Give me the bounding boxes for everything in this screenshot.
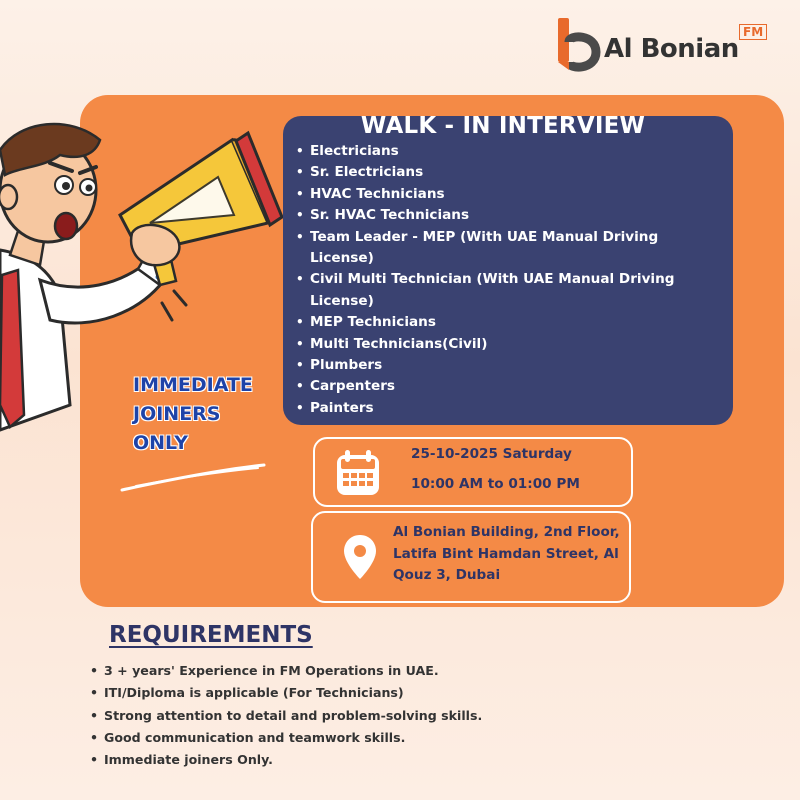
requirement-item: • ITI/Diploma is applicable (For Technicians) (90, 682, 690, 704)
swoosh-underline-icon (118, 462, 268, 494)
joiners-line: IMMEDIATE (133, 374, 253, 396)
requirement-item: • Strong attention to detail and problem-solving skills. (90, 705, 690, 727)
position-item: • MEP Technicians (294, 312, 704, 333)
interview-date: 25-10-2025 Saturday (411, 446, 572, 462)
position-item: • Civil Multi Technician (With UAE Manual Driving License) (294, 269, 704, 312)
requirements-title: REQUIREMENTS (109, 622, 313, 648)
requirement-item: • Immediate joiners Only. (90, 749, 690, 771)
calendar-icon (335, 448, 381, 498)
position-item: • Painters (294, 398, 704, 419)
date-time-box (313, 437, 633, 507)
joiners-line: JOINERS (133, 403, 221, 425)
requirement-item: • 3 + years' Experience in FM Operations in UAE. (90, 660, 690, 682)
requirement-item: • Good communication and teamwork skills. (90, 727, 690, 749)
position-item: • Multi Technicians(Civil) (294, 334, 704, 355)
location-pin-icon (343, 533, 377, 581)
location-box (311, 511, 631, 603)
position-item: • Plumbers (294, 355, 704, 376)
logo-name: Al Bonian (604, 34, 739, 64)
position-item: • Electricians (294, 141, 704, 162)
company-logo (556, 18, 776, 74)
interview-time: 10:00 AM to 01:00 PM (411, 476, 580, 492)
position-item: • Sr. Electricians (294, 162, 704, 183)
position-item: • HVAC Technicians (294, 184, 704, 205)
walk-in-interview-title: WALK - IN INTERVIEW (360, 113, 646, 139)
al-bonian-logo-icon (556, 18, 602, 74)
requirements-list (90, 660, 690, 771)
position-item: • Sr. HVAC Technicians (294, 205, 704, 226)
interview-address: Al Bonian Building, 2nd Floor, Latifa Bint Hamdan Street, Al Qouz 3, Dubai (393, 524, 620, 583)
logo-fm-badge: FM (739, 24, 767, 40)
immediate-joiners-callout (133, 371, 283, 458)
positions-list (294, 141, 704, 419)
joiners-line: ONLY (133, 432, 188, 454)
position-item: • Carpenters (294, 376, 704, 397)
position-item: • Team Leader - MEP (With UAE Manual Driving License) (294, 227, 704, 270)
